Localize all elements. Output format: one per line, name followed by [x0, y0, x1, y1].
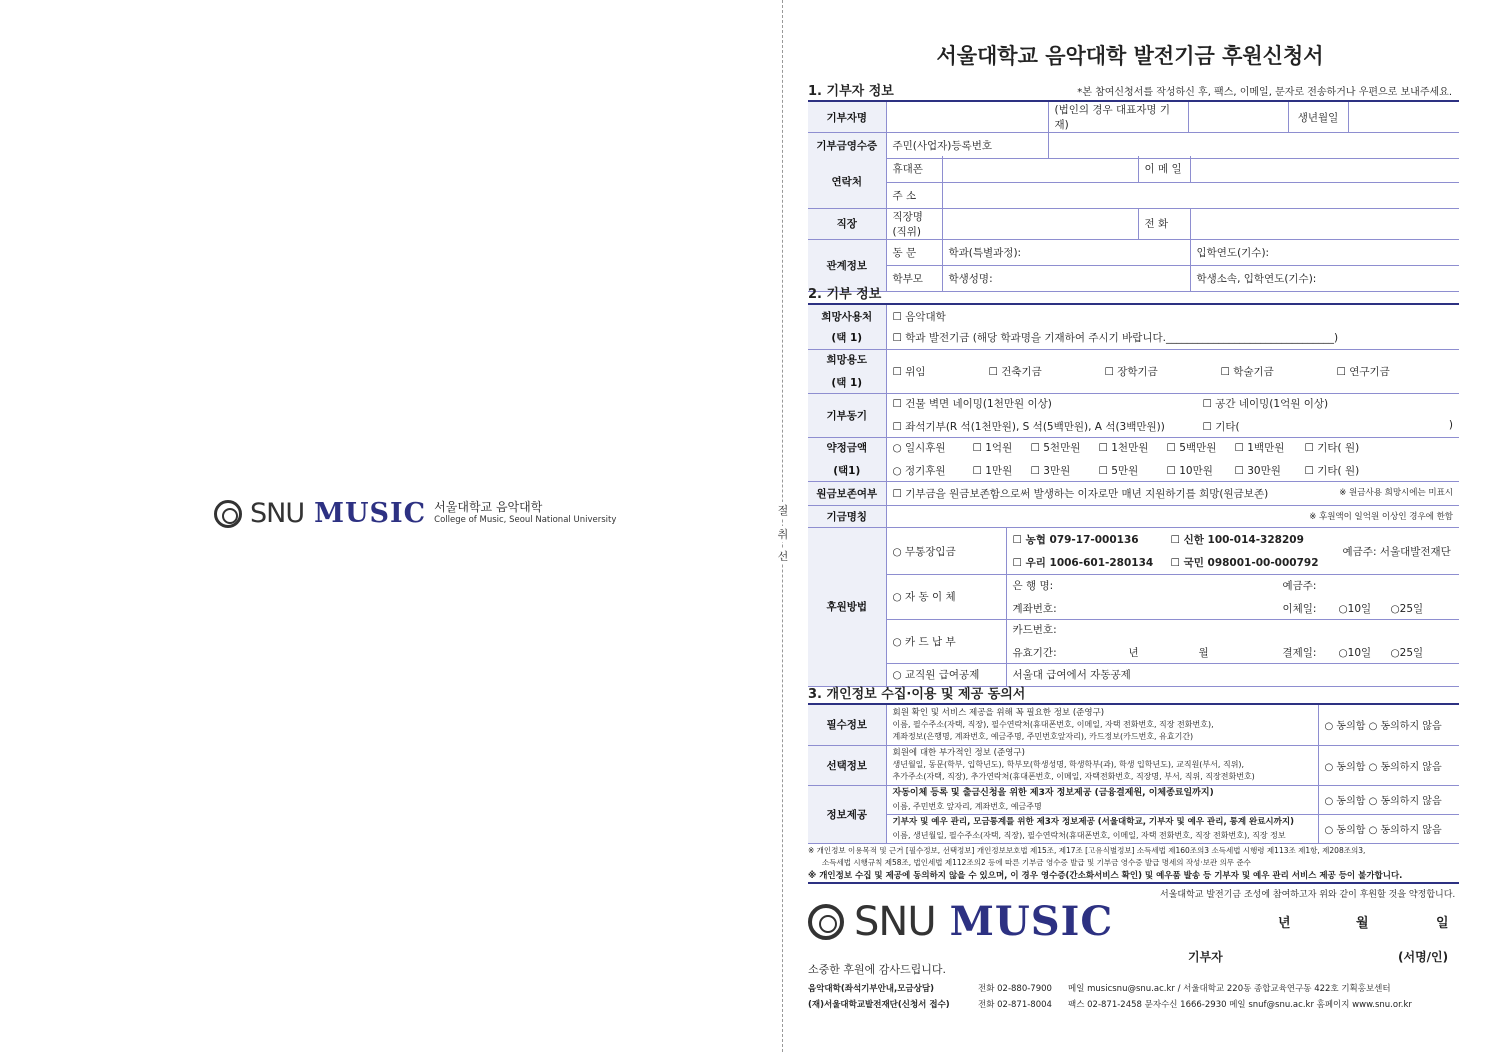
logo-subtitle: [434, 501, 616, 527]
once-5[interactable]: ☐ 1백만원: [1234, 442, 1285, 454]
logo-en: College of Music, Seoul National University: [434, 514, 617, 525]
cut-label-3: 선: [777, 550, 789, 563]
purpose-3[interactable]: ☐ 장학기금: [1104, 365, 1158, 378]
gift-table: [808, 305, 1459, 528]
reg-3[interactable]: ☐ 5만원: [1098, 465, 1139, 477]
purpose-1[interactable]: ☐ 위임: [892, 365, 926, 378]
motive-space[interactable]: ☐ 공간 네이밍(1억원 이상): [1202, 398, 1329, 410]
cut-label-2: 취: [777, 528, 789, 541]
pay-day-label: 결제일:: [1282, 647, 1317, 660]
birth-field[interactable]: [1348, 102, 1459, 133]
transfer-day-label: 이체일:: [1282, 602, 1317, 615]
reg-5[interactable]: ☐ 30만원: [1234, 465, 1281, 477]
provision-desc-2: 기부자 및 예우 관리, 모금통계를 위한 제3자 정보제공 (서울대학교, 기부자 및 예우 관리, 통계 완료시까지) 이름, 생년월일, 필수주소(자택, 직장), 필수연락처(휴대폰번호, 이메일, 자택 전화번호, 직장 전화번호), 직장 정보: [886, 814, 1318, 843]
privacy-table: [808, 705, 1459, 844]
logo-music: MUSIC: [314, 498, 427, 529]
method-label: 후원방법: [808, 528, 886, 686]
preserve-option[interactable]: ☐ 기부금을 원금보존함으로써 발생하는 이자로만 매년 지원하기를 희망(원금보존): [892, 487, 1269, 500]
expire-label: 유효기간:: [1012, 647, 1057, 660]
method-auto[interactable]: ○ 자 동 이 체: [886, 575, 1006, 620]
pay-day-10[interactable]: ○10일: [1338, 647, 1372, 660]
optional-desc: 회원에 대한 부가적인 정보 (준영구) 생년월일, 동문(학부, 입학년도), 학부모(학생성명, 학생학부(과), 학생 입학년도), 교직원(부서, 직위), 추가주소(자택, 직장), 추가연락처(휴대폰번호, 이메일, 자택전화번호, 직장명, 부서, 직위, 직장전화번호): [886, 745, 1318, 785]
purpose-4[interactable]: ☐ 학술기금: [1220, 365, 1274, 378]
date-month[interactable]: 월: [1356, 916, 1369, 931]
transfer-day-10[interactable]: ○10일: [1338, 602, 1372, 615]
expire-year[interactable]: 년: [1128, 647, 1139, 660]
motive-other[interactable]: ☐ 기타(: [1202, 421, 1240, 433]
cut-label-1: 절: [777, 504, 789, 517]
required-desc: 회원 확인 및 서비스 제공을 위해 꼭 필요한 정보 (준영구) 이름, 필수주소(자택, 직장), 필수연락처(휴대폰번호, 이메일, 자택 전화번호, 직장 전화번호), 계좌정보(은행명, 계좌번호, 예금주명, 주민번호앞자리), 카드정보(카드번호, 유효기간): [886, 705, 1318, 745]
motive-wall[interactable]: ☐ 건물 벽면 네이밍(1천만원 이상): [892, 398, 1052, 410]
once-4[interactable]: ☐ 5백만원: [1166, 442, 1217, 454]
account-field[interactable]: 계좌번호:: [1012, 602, 1057, 615]
depositor-field[interactable]: 예금주:: [1282, 579, 1317, 592]
email-field[interactable]: [1190, 156, 1459, 182]
preserve-note: ※ 원금사용 희망시에는 미표시: [1339, 487, 1453, 498]
use-option-dept[interactable]: ☐ 학과 발전기금 (해당 학과명을 기재하여 주시기 바랍니다.________________________________): [886, 327, 1459, 349]
card-number-field[interactable]: 카드번호:: [1012, 624, 1057, 637]
contact-music: 음악대학(좌석기부안내,모금상담) 전화 02-880-7900 메일 musicsnu@snu.ac.kr / 서울대학교 220동 종합교육연구동 422호 기획홍보센터: [808, 984, 1391, 994]
section-privacy-title: 3. 개인정보 수집·이용 및 제공 동의서: [808, 687, 1459, 705]
relation-label: 관계정보: [808, 239, 886, 291]
phone-field[interactable]: [942, 156, 1138, 182]
use-option-music[interactable]: ☐ 음악대학: [886, 305, 1459, 327]
receipt-id-field[interactable]: [1048, 133, 1459, 159]
entry-field[interactable]: 입학연도(기수):: [1190, 239, 1459, 265]
optional-label: 선택정보: [808, 745, 886, 785]
method-table: [808, 528, 1459, 687]
contact-table: [808, 156, 1459, 292]
warning-note: ※ 개인정보 수집 및 제공에 동의하지 않을 수 있으며, 이 경우 영수증(간소화서비스 확인) 및 예우품 발송 등 기부자 및 예우 관리 서비스 제공 등이 불가합니다.: [808, 869, 1459, 884]
work-label: 직장: [808, 208, 886, 239]
pledge-text: 서울대학교 발전기금 조성에 참여하고자 위와 같이 후원할 것을 약정합니다.: [1160, 890, 1456, 900]
bottom-logo: [808, 898, 1113, 945]
once-2[interactable]: ☐ 5천만원: [1030, 442, 1081, 454]
birth-label: 생년월일: [1288, 102, 1348, 133]
alumni-label: 동 문: [886, 239, 942, 265]
email-label: 이 메 일: [1138, 156, 1190, 182]
use-label: 희망사용처: [808, 305, 886, 327]
receipt-label: 기부금영수증: [808, 133, 886, 159]
preserve-label: 원금보존여부: [808, 481, 886, 505]
address-field[interactable]: [942, 182, 1459, 208]
required-label: 필수정보: [808, 705, 886, 745]
bottom-logo-snu: SNU: [854, 898, 936, 945]
receipt-id-label: 주민(사업자)등록번호: [886, 133, 1048, 159]
contact-label: 연락처: [808, 156, 886, 208]
top-note: *본 참여신청서를 작성하신 후, 팩스, 이메일, 문자로 전송하거나 우편으로 보내주세요.: [1077, 87, 1452, 98]
logo-snu: SNU: [250, 498, 305, 529]
expire-month[interactable]: 월: [1198, 647, 1209, 660]
provision-agree-1[interactable]: ○ 동의함 ○ 동의하지 않음: [1318, 785, 1459, 814]
motive-seat[interactable]: ☐ 좌석기부(R 석(1천만원), S 석(5백만원), A 석(3백만원)): [892, 421, 1165, 433]
donor-name-label: 기부자명: [808, 102, 886, 133]
acc-nh: ☐ 농협 079-17-000136: [1012, 534, 1139, 547]
preserve-row: [886, 481, 1459, 505]
naming-note[interactable]: ※ 후원액이 일억원 이상인 경우에 한함: [886, 505, 1459, 527]
bank-accounts: [1006, 528, 1459, 575]
donor-table: [808, 102, 1459, 159]
amount-label: 약정금액 (택1): [808, 437, 886, 481]
tel-field[interactable]: [1190, 208, 1459, 239]
acc-wr: ☐ 우리 1006-601-280134: [1012, 557, 1154, 570]
tel-label: 전 화: [1138, 208, 1190, 239]
once-3[interactable]: ☐ 1천만원: [1098, 442, 1149, 454]
reg-4[interactable]: ☐ 10만원: [1166, 465, 1213, 477]
provision-label: 정보제공: [808, 785, 886, 843]
provision-desc-1: 자동이체 등록 및 출금신청을 위한 제3자 정보제공 (금융결제원, 이체종료일까지) 이름, 주민번호 앞자리, 계좌번호, 예금주명: [886, 785, 1318, 814]
corp-field[interactable]: [1188, 102, 1288, 133]
student-field[interactable]: 학생성명:: [942, 265, 1190, 291]
amount-once[interactable]: ○ 일시후원: [892, 442, 946, 454]
use-sub: (택 1): [808, 327, 886, 349]
dept-field[interactable]: 학과(특별과정):: [942, 239, 1190, 265]
job-field[interactable]: [942, 208, 1138, 239]
reg-1[interactable]: ☐ 1만원: [972, 465, 1013, 477]
required-agree[interactable]: ○ 동의함 ○ 동의하지 않음: [1318, 705, 1459, 745]
snu-seal-icon: [214, 500, 242, 528]
reg-other[interactable]: ☐ 기타( 원): [1304, 465, 1360, 477]
once-1[interactable]: ☐ 1억원: [972, 442, 1013, 454]
donor-sign-label: 기부자: [1188, 950, 1223, 964]
section-donor-title: 1. 기부자 정보: [808, 84, 1459, 102]
date-day[interactable]: 일: [1436, 916, 1449, 931]
bottom-logo-music: MUSIC: [949, 898, 1114, 945]
phone-label: 휴대폰: [886, 156, 942, 182]
logo-ko: 서울대학교 음악대학: [434, 499, 543, 514]
purpose-5[interactable]: ☐ 연구기금: [1336, 365, 1390, 378]
snu-seal-icon: [808, 904, 844, 940]
student-info-field[interactable]: 학생소속, 입학연도(기수):: [1190, 265, 1459, 291]
transfer-day-25[interactable]: ○25일: [1390, 602, 1424, 615]
bank-name-field[interactable]: 은 행 명:: [1012, 579, 1054, 592]
motive-label: 기부동기: [808, 393, 886, 437]
date-year[interactable]: 년: [1278, 916, 1291, 931]
section-gift-title: 2. 기부 정보: [808, 287, 1459, 305]
auto-fields: [1006, 575, 1459, 620]
acc-sh: ☐ 신한 100-014-328209: [1170, 534, 1304, 547]
purpose-options: [886, 349, 1459, 393]
bank-holder: 예금주: 서울대발전재단: [1342, 545, 1451, 558]
parent-label: 학부모: [886, 265, 942, 291]
method-staff[interactable]: ○ 교직원 급여공제: [886, 664, 1006, 686]
purpose-label: 희망용도 (택 1): [808, 349, 886, 393]
amount-regular[interactable]: ○ 정기후원: [892, 465, 946, 477]
method-bank[interactable]: ○ 무통장입금: [886, 528, 1006, 575]
left-logo: [214, 498, 616, 529]
form-title: 서울대학교 음악대학 발전기금 후원신청서: [936, 44, 1324, 68]
corp-note: (법인의 경우 대표자명 기재): [1048, 102, 1188, 133]
donor-name-field[interactable]: [886, 102, 1048, 133]
optional-agree[interactable]: ○ 동의함 ○ 동의하지 않음: [1318, 745, 1459, 785]
naming-label: 기금명칭: [808, 505, 886, 527]
once-other[interactable]: ☐ 기타( 원): [1304, 442, 1360, 454]
pay-day-25[interactable]: ○25일: [1390, 647, 1424, 660]
job-label: 직장명(직위): [886, 208, 942, 239]
address-label: 주 소: [886, 182, 942, 208]
staff-desc: 서울대 급여에서 자동공제: [1006, 664, 1459, 686]
sign-field[interactable]: (서명/인): [1398, 950, 1449, 964]
amount-options: [886, 437, 1459, 481]
card-fields: [1006, 619, 1459, 664]
reg-2[interactable]: ☐ 3만원: [1030, 465, 1071, 477]
thanks-text: 소중한 후원에 감사드립니다.: [808, 963, 947, 976]
contact-foundation: (재)서울대학교발전재단(신청서 접수) 전화 02-871-8004 팩스 02-871-2458 문자수신 1666-2930 메일 snuf@snu.ac.kr 홈페이지 www.snu.or.kr: [808, 1000, 1412, 1010]
acc-kb: ☐ 국민 098001-00-000792: [1170, 557, 1319, 570]
motive-options: ☐ 건물 벽면 네이밍(1천만원 이상) ☐ 공간 네이밍(1억원 이상) ☐ 좌석기부(R 석(1천만원), S 석(5백만원), A 석(3백만원)) ☐ 기타( ): [886, 393, 1459, 437]
provision-agree-2[interactable]: ○ 동의함 ○ 동의하지 않음: [1318, 814, 1459, 843]
law-note: ※ 개인정보 이용목적 및 근거 [필수정보, 선택정보] 개인정보보호법 제15조, 제17조 [고유식별정보] 소득세법 제160조의3 소득세법 시행령 제113조 제1항, 제208조의3, 소득세법 시행규칙 제58조, 법인세법 제112조의2 등에 따른 기부금 영수증 발급 및 기부금 영수증 발급 명세의 작성·보관 의무 준수: [808, 846, 1366, 867]
method-card[interactable]: ○ 카 드 납 부: [886, 619, 1006, 664]
purpose-2[interactable]: ☐ 건축기금: [988, 365, 1042, 378]
